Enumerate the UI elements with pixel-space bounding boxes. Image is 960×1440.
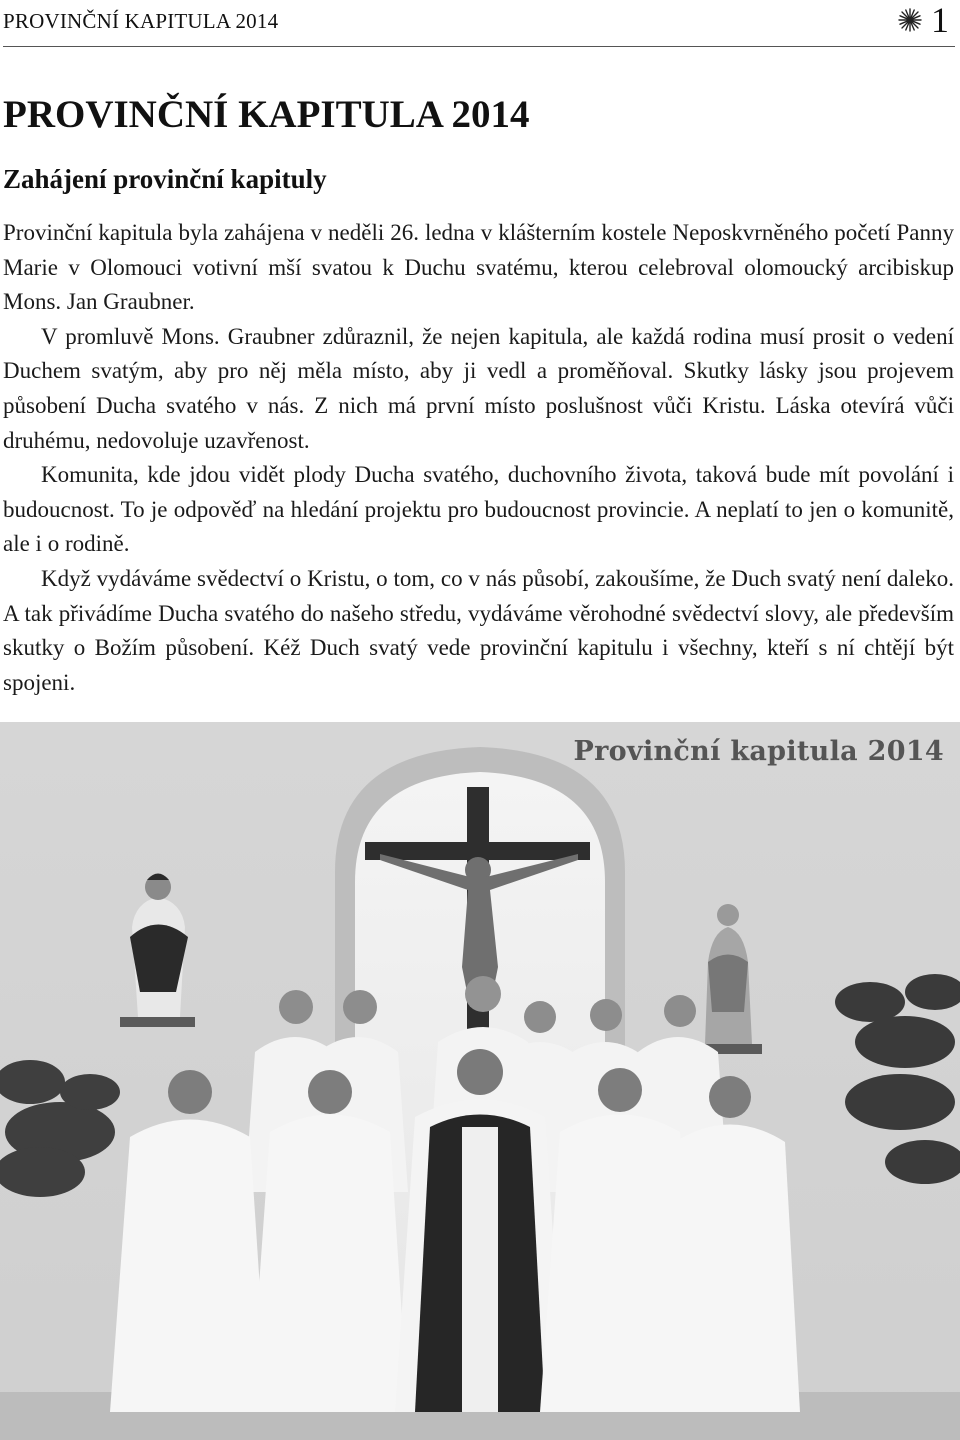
asterisk-icon xyxy=(897,7,923,33)
article-title: PROVINČNÍ KAPITULA 2014 xyxy=(3,93,530,136)
group-photo-image xyxy=(0,722,960,1440)
running-title: PROVINČNÍ KAPITULA 2014 xyxy=(3,9,279,33)
group-photo xyxy=(0,722,960,1440)
paragraph: Komunita, kde jdou vidět plody Ducha svatého, duchovního života, taková bude mít povolání i budoucnost. To je odpověď na hledání projektu pro budoucnost provincie. A neplatí to jen o komunitě, ale i o rodině. xyxy=(3,462,954,557)
paragraph: Provinční kapitula byla zahájena v neděli 26. ledna v klášterním kostele Neposkvrněného početí Panny Marie v Olomouci votivní mší svatou k Duchu svatému, kterou celebroval olomoucký arcibiskup Mons. Jan Graubner. xyxy=(3,220,954,315)
article-body xyxy=(3,216,954,700)
paragraph: Když vydáváme svědectví o Kristu, o tom, co v nás působí, zakoušíme, že Duch svatý není daleko. A tak přivádíme Ducha svatého do našeho středu, vydáváme věrohodné svědectví slovy, ale především skutky o Božím působení. Kéž Duch svatý vede provinční kapitulu i všechny, kteří s ní chtějí být spojeni. xyxy=(3,565,954,695)
photo-caption: Provinční kapitula 2014 xyxy=(573,736,944,767)
page-number: 1 xyxy=(931,0,949,40)
paragraph: V promluvě Mons. Graubner zdůraznil, že nejen kapitula, ale každá rodina musí prosit o vedení Duchem svatým, aby pro něj měla místo, aby ji vedl a proměňoval. Skutky lásky jsou projevem působení Ducha svatého v nás. Z nich má první místo poslušnost vůči Kristu. Láska otevírá vůči druhému, nedovoluje uzavřenost. xyxy=(3,323,954,453)
section-heading: Zahájení provinční kapituly xyxy=(3,164,327,194)
page-marker xyxy=(897,0,949,40)
running-header xyxy=(3,0,955,47)
